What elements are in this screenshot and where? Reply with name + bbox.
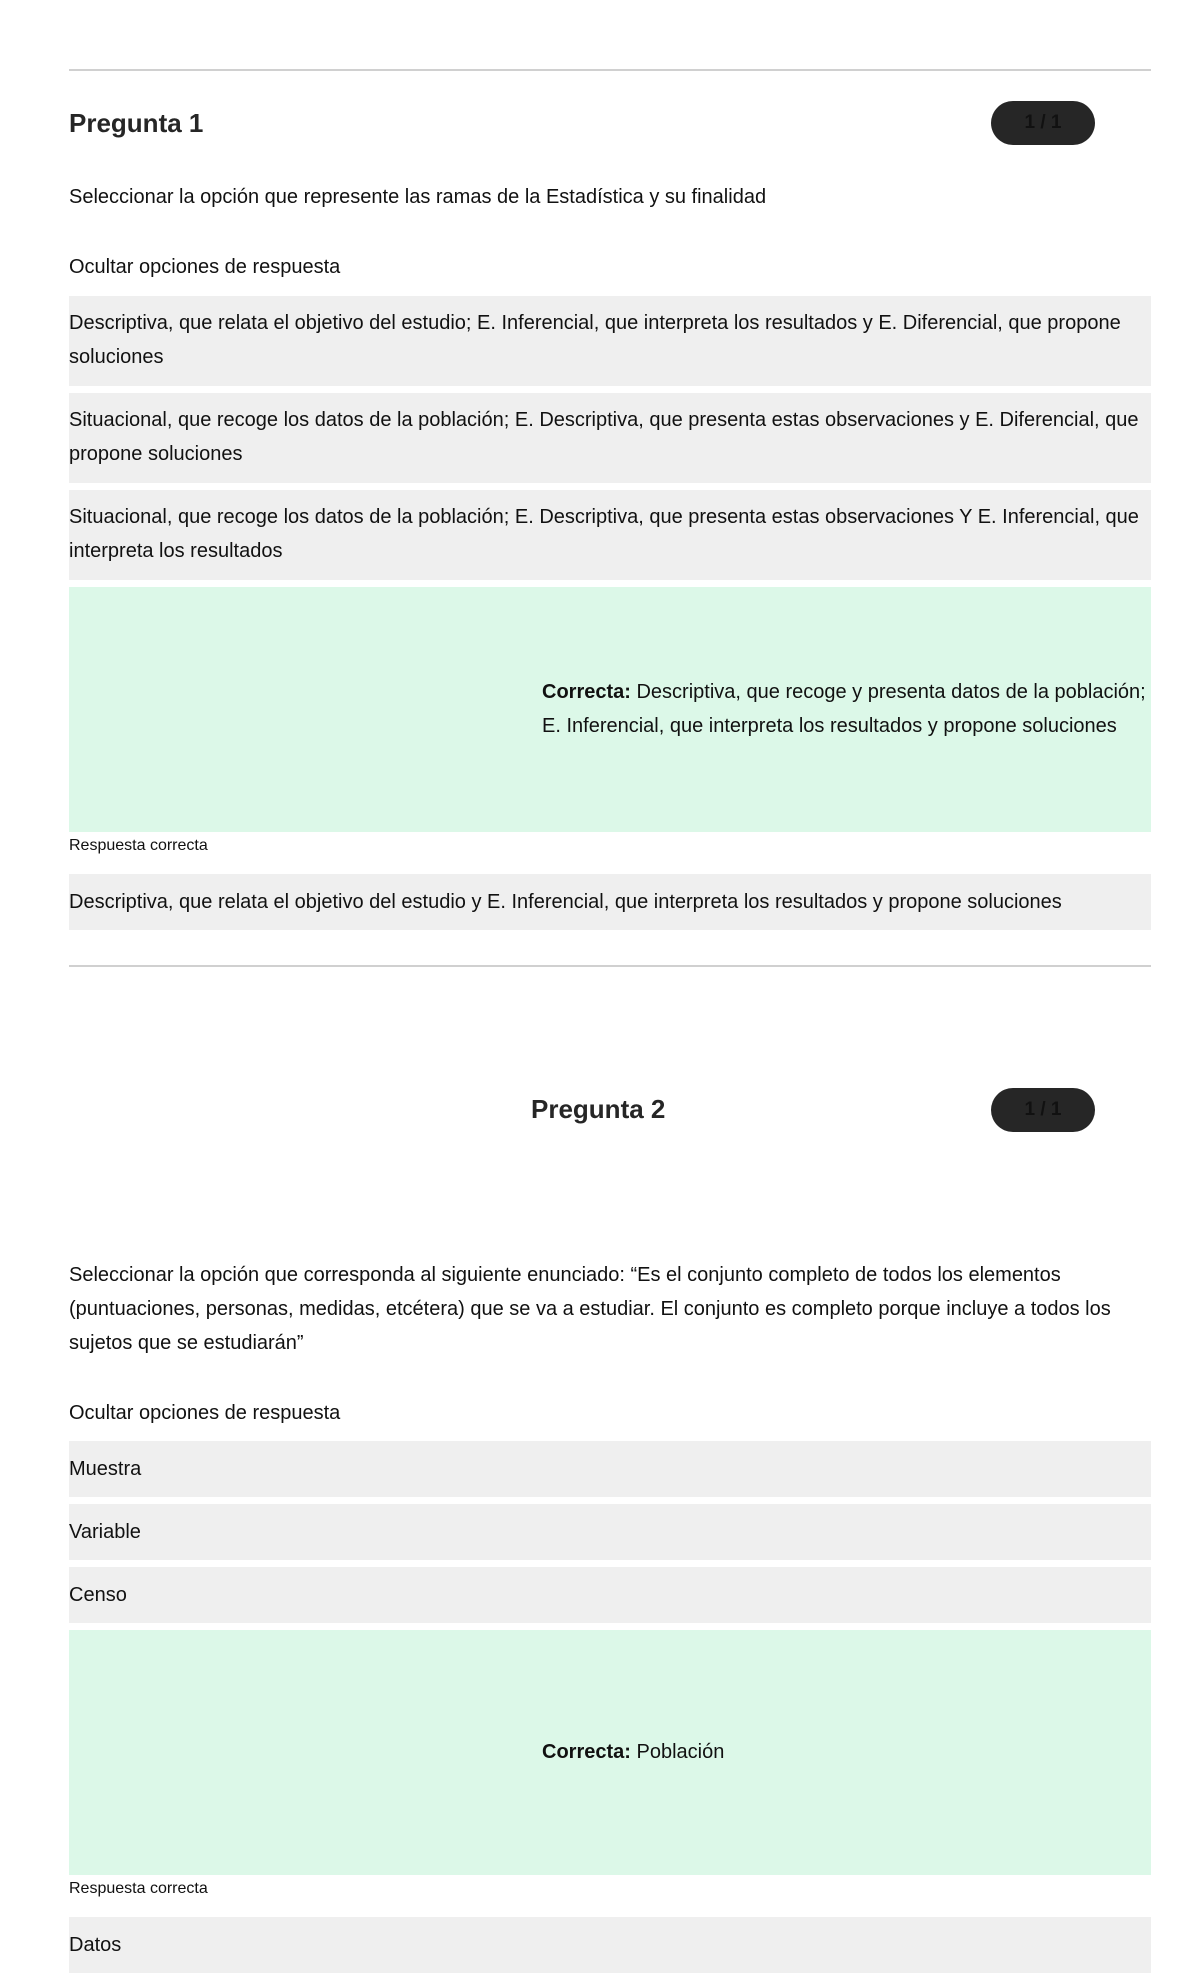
option-text-line: Descriptiva, que relata el objetivo del estudio y E. Inferencial, que interpreta los resultados y propone soluciones bbox=[69, 891, 1062, 913]
correct-label: Correcta: bbox=[542, 681, 631, 703]
question-2-option-1[interactable] bbox=[69, 1441, 1151, 1497]
option-text-line: Variable bbox=[69, 1521, 141, 1543]
quiz-review bbox=[69, 0, 1151, 1956]
correct-answer-line: Descriptiva, que recoge y presenta datos de la población; bbox=[636, 681, 1146, 703]
option-text-line: soluciones bbox=[69, 346, 164, 368]
question-1-option-5[interactable] bbox=[69, 874, 1151, 930]
prompt-line: sujetos que se estudiarán” bbox=[69, 1332, 304, 1354]
question-1-option-1[interactable] bbox=[69, 296, 1151, 386]
question-2-option-2[interactable] bbox=[69, 1504, 1151, 1560]
correct-answer-text bbox=[542, 1735, 1182, 1769]
question-1-option-2[interactable] bbox=[69, 393, 1151, 483]
option-text-line: propone soluciones bbox=[69, 443, 243, 465]
option-text-line: interpreta los resultados bbox=[69, 540, 283, 562]
question-1-title: Pregunta 1 bbox=[69, 108, 204, 138]
option-text-line: Descriptiva, que relata el objetivo del estudio; E. Inferencial, que interpreta los resultados y E. Diferencial, que propone bbox=[69, 312, 1121, 334]
option-text-line: Muestra bbox=[69, 1458, 142, 1480]
option-text-line: Datos bbox=[69, 1934, 122, 1956]
question-1-option-3[interactable] bbox=[69, 490, 1151, 580]
section-divider bbox=[69, 965, 1151, 967]
correct-answer-line: E. Inferencial, que interpreta los resultados y propone soluciones bbox=[542, 715, 1117, 737]
question-2-correct-caption: Respuesta correcta bbox=[69, 1880, 208, 1897]
option-text-line: Situacional, que recoge los datos de la población; E. Descriptiva, que presenta estas observaciones y E. Diferencial, que bbox=[69, 409, 1139, 431]
question-2-option-5[interactable] bbox=[69, 1917, 1151, 1973]
prompt-line: Seleccionar la opción que corresponda al siguiente enunciado: “Es el conjunto completo de todos los elementos bbox=[69, 1264, 1061, 1286]
question-2-prompt bbox=[69, 1258, 1151, 1360]
question-2-score-badge: 1 / 1 bbox=[991, 1088, 1095, 1132]
prompt-line: (puntuaciones, personas, medidas, etcétera) que se va a estudiar. El conjunto es completo porque incluye a todos los bbox=[69, 1298, 1111, 1320]
question-2-title: Pregunta 2 bbox=[531, 1094, 666, 1124]
question-1-hide-options-toggle[interactable]: Ocultar opciones de respuesta bbox=[69, 256, 341, 278]
correct-answer-text bbox=[542, 675, 1182, 743]
question-1-score-badge: 1 / 1 bbox=[991, 101, 1095, 145]
correct-label: Correcta: bbox=[542, 1741, 631, 1763]
option-text-line: Censo bbox=[69, 1584, 127, 1606]
section-divider bbox=[69, 69, 1151, 71]
question-1-correct-caption: Respuesta correcta bbox=[69, 837, 208, 854]
question-1-prompt: Seleccionar la opción que represente las ramas de la Estadística y su finalidad bbox=[69, 186, 767, 208]
question-1-correct-option[interactable] bbox=[69, 587, 1151, 832]
question-2-hide-options-toggle[interactable]: Ocultar opciones de respuesta bbox=[69, 1402, 341, 1424]
question-2-option-3[interactable] bbox=[69, 1567, 1151, 1623]
option-text-line: Situacional, que recoge los datos de la población; E. Descriptiva, que presenta estas observaciones Y E. Inferencial, que bbox=[69, 506, 1139, 528]
correct-answer-line: Población bbox=[636, 1741, 725, 1763]
question-2-correct-option[interactable] bbox=[69, 1630, 1151, 1875]
